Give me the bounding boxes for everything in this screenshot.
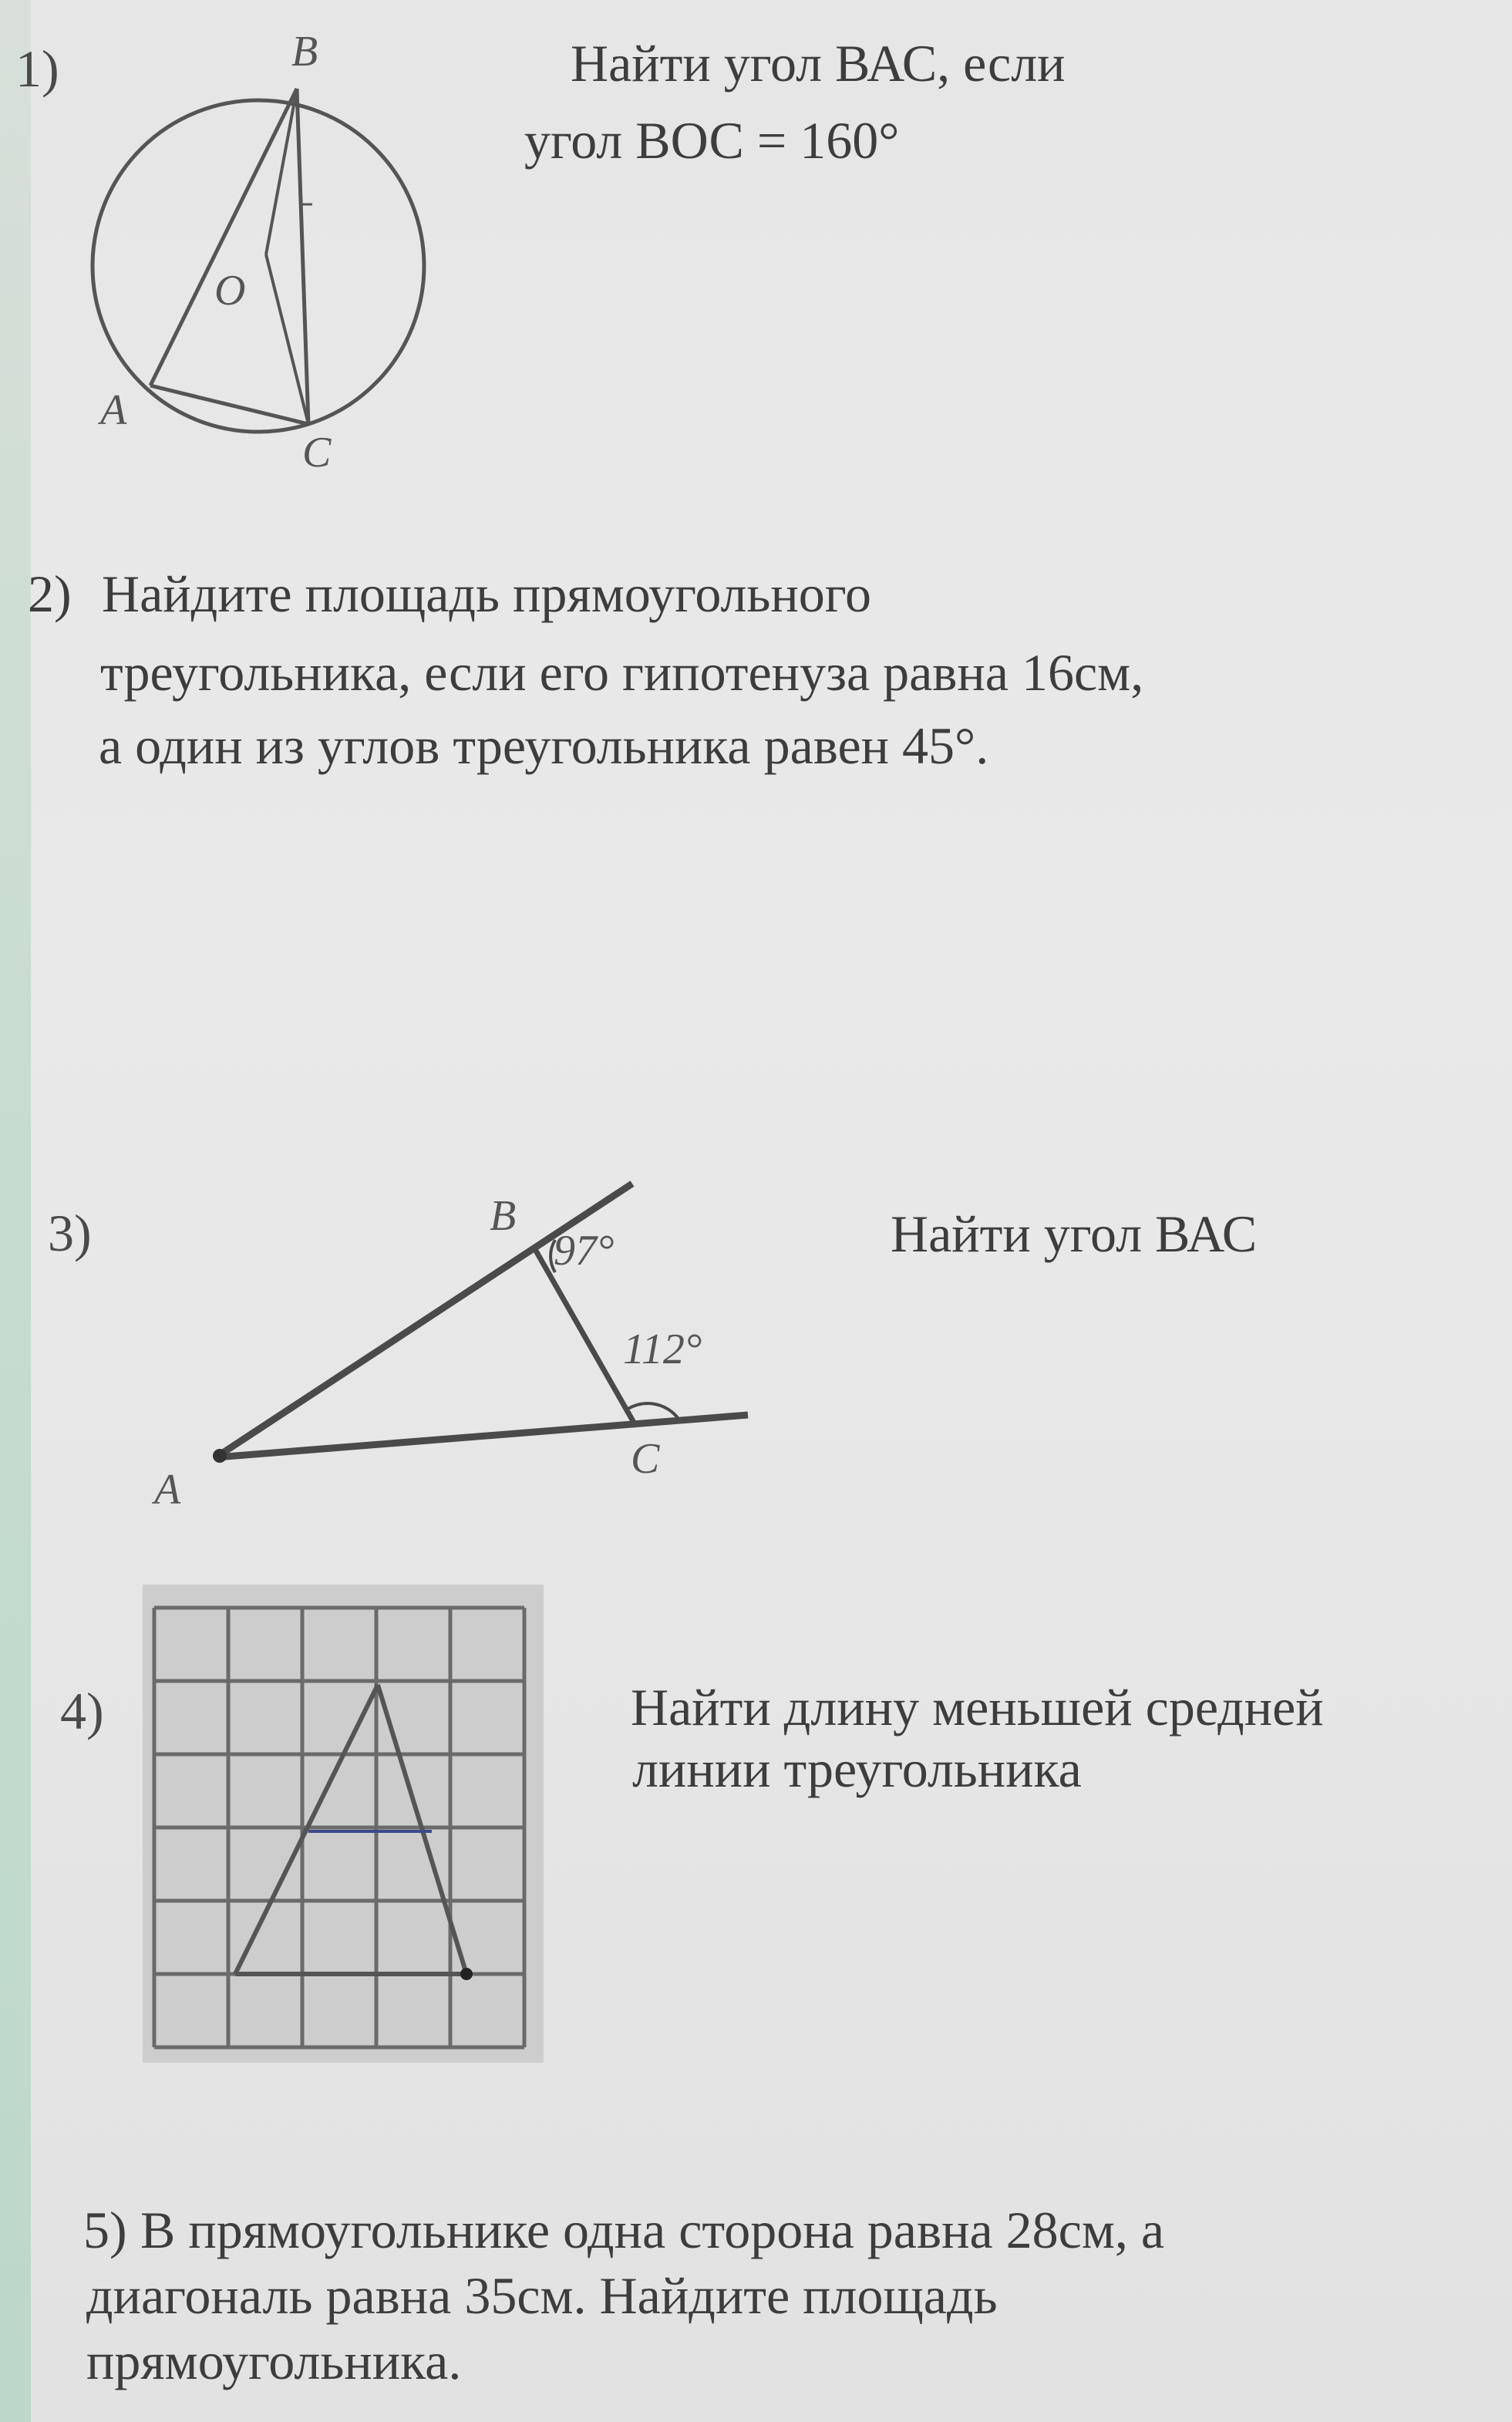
problem-2-text-line-3: а один из углов треугольника равен 45°. — [99, 716, 989, 775]
problem-2-number: 2) — [28, 564, 72, 623]
problem-1-text-line-1: Найти угол ВАС, если — [571, 34, 1066, 93]
problem-2-text-line-1: Найдите площадь прямоугольного — [102, 564, 871, 623]
problem-5-text-line-1: В прямоугольнике одна сторона равна 28см, а — [140, 2201, 1165, 2259]
problem-5-text-line-3: прямоугольника. — [86, 2332, 462, 2390]
point-o-label: O — [214, 267, 246, 315]
point-c-label: C — [631, 1435, 660, 1483]
problem-2-text-line-2: треугольника, если его гипотенуза равна 16см, — [100, 643, 1144, 702]
page-edge — [0, 0, 31, 2422]
problem-4-text-line-1: Найти длину меньшей средней — [631, 1678, 1324, 1736]
problem-1-number: 1) — [15, 39, 59, 98]
point-a-label: A — [154, 1466, 181, 1514]
angle-112-label: 112° — [623, 1326, 702, 1373]
angle-97-label: 97° — [554, 1227, 615, 1275]
problem-3-number: 3) — [48, 1204, 92, 1262]
problem-5-number: 5) — [83, 2201, 127, 2259]
problem-1-circle-diagram — [77, 23, 478, 486]
point-b-label: B — [490, 1192, 517, 1240]
problem-1-text-line-2: угол ВОС = 160° — [524, 111, 900, 170]
point-a-label: A — [100, 386, 127, 434]
problem-4-grid-diagram — [143, 1585, 544, 2063]
point-c-label: C — [302, 429, 332, 477]
problem-4-number: 4) — [60, 1682, 104, 1740]
problem-4-text-line-2: линии треугольника — [632, 1740, 1082, 1798]
problem-5-text-line-2: диагональ равна 35см. Найдите площадь — [86, 2266, 998, 2325]
point-b-label: B — [291, 28, 318, 76]
problem-3-text: Найти угол ВАС — [891, 1204, 1258, 1263]
